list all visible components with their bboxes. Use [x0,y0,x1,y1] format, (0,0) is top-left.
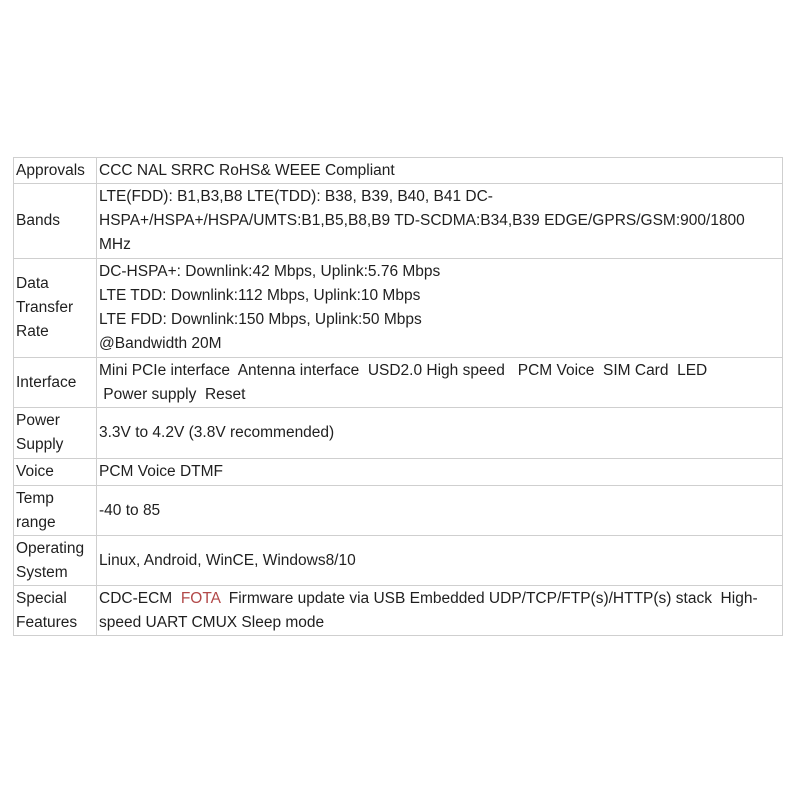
spec-value-line: Mini PCIe interface Antenna interface USD2.0 High speed PCM Voice SIM Card LED [99,361,708,379]
spec-label-interface: Interface [14,358,97,408]
spec-label-line: System [16,563,68,581]
spec-label-line: Temp [16,489,54,507]
spec-value-power-supply [97,408,783,459]
spec-value-bands [97,184,783,259]
spec-value-line: LTE FDD: Downlink:150 Mbps, Uplink:50 Mbps [99,311,422,328]
spec-row-temp-range [14,486,783,536]
spec-row-voice [14,459,783,486]
spec-label-line: Rate [16,323,49,340]
spec-value-operating-system [97,536,783,586]
spec-label-voice: Voice [14,459,97,486]
special-suffix-text: Firmware update via USB Embedded UDP/TCP/FTP(s)/HTTP(s) stack High- [220,589,758,607]
spec-value-line: speed UART CMUX Sleep mode [99,613,325,631]
spec-row-interface [14,358,783,408]
spec-row-special-features [14,586,783,636]
spec-value-line: Power supply Reset [99,385,246,403]
fota-highlight-text: FOTA [180,589,221,607]
spec-value-line: Linux, Android, WinCE, Windows8/10 [99,551,356,569]
spec-label-line: Special [16,589,67,607]
spec-label-temp-range [14,486,97,536]
spec-value-line [99,587,780,611]
spec-label-line: Features [16,613,78,631]
spec-label-bands: Bands [14,184,97,259]
spec-label-approvals: Approvals [14,158,97,184]
spec-value-approvals [97,158,783,184]
spec-table [13,157,783,636]
spec-label-line: Power [16,412,60,429]
spec-row-bands [14,184,783,259]
spec-value-line: @Bandwidth 20M [99,335,222,352]
spec-label-line: Supply [16,436,64,453]
spec-label-line: Operating [16,539,85,557]
spec-label-special-features [14,586,97,636]
spec-value-line: DC-HSPA+: Downlink:42 Mbps, Uplink:5.76 Mbps [99,263,441,280]
spec-value-line: LTE(FDD): B1,B3,B8 LTE(TDD): B38, B39, B40, B41 DC- [99,188,493,205]
special-prefix-text: CDC-ECM [99,589,181,607]
spec-value-temp-range [97,486,783,536]
spec-value-data-transfer-rate [97,259,783,358]
spec-label-line: range [16,513,56,531]
spec-value-line: PCM Voice DTMF [99,463,224,480]
spec-value-line: HSPA+/HSPA+/HSPA/UMTS:B1,B5,B8,B9 TD-SCDMA:B34,B39 EDGE/GPRS/GSM:900/1800 [99,212,745,229]
spec-value-line: MHz [99,236,131,253]
spec-label-power-supply [14,408,97,459]
spec-value-interface [97,358,783,408]
spec-label-line: Transfer [16,299,74,316]
spec-label-operating-system [14,536,97,586]
spec-row-data-transfer-rate [14,259,783,358]
spec-row-power-supply [14,408,783,459]
spec-label-line: Data [16,275,49,292]
spec-value-line: LTE TDD: Downlink:112 Mbps, Uplink:10 Mbps [99,287,421,304]
spec-label-data-transfer-rate [14,259,97,358]
spec-value-voice [97,459,783,486]
spec-value-line: 3.3V to 4.2V (3.8V recommended) [99,424,335,441]
spec-value-line: -40 to 85 [99,501,161,519]
spec-row-operating-system [14,536,783,586]
spec-value-line: CCC NAL SRRC RoHS& WEEE Compliant [99,161,395,179]
spec-value-special-features [97,586,783,636]
spec-row-approvals [14,158,783,184]
